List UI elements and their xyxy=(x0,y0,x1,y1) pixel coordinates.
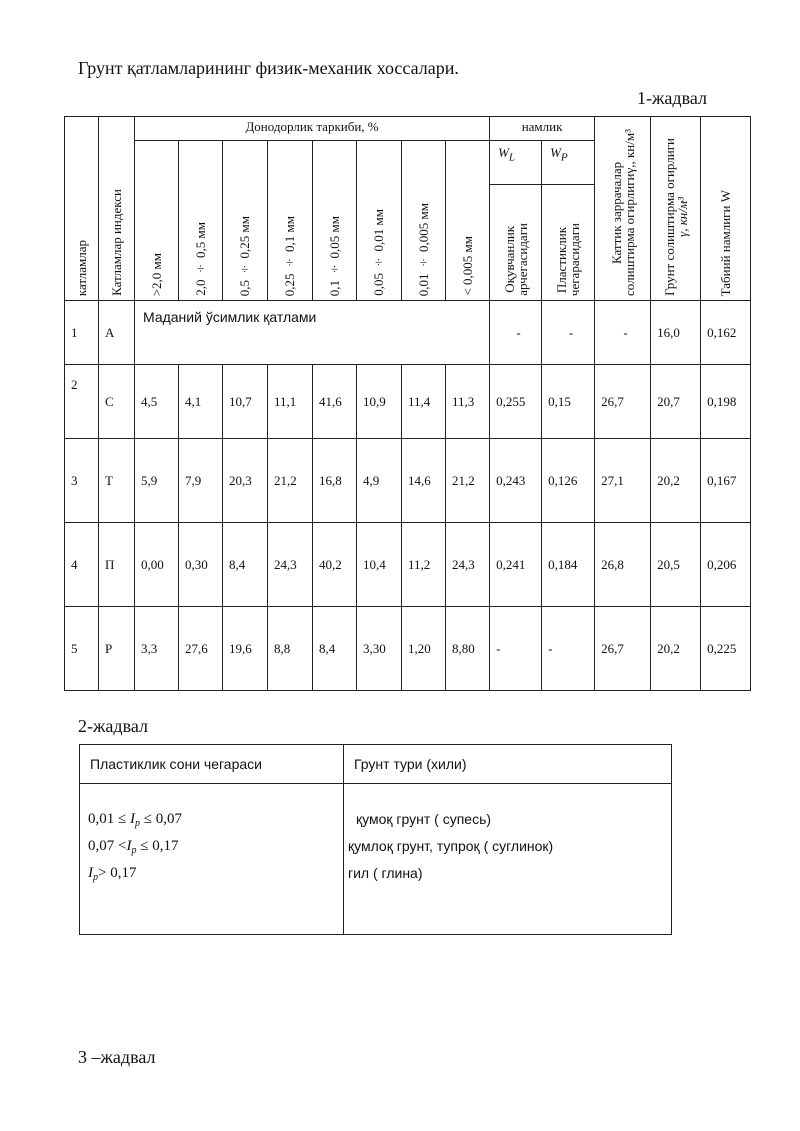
cell: 26,7 xyxy=(595,607,651,691)
cell: 0,241 xyxy=(490,523,542,607)
soil-type-loam: қумлоқ грунт, тупроқ ( суглинок) xyxy=(348,838,554,854)
range-sandy-loam: $0,01 \le I_p \le 0,07$ xyxy=(88,811,182,829)
cell: 1 xyxy=(65,301,99,365)
cell: 11,4 xyxy=(402,365,446,439)
cell: 10,9 xyxy=(357,365,402,439)
table-row xyxy=(65,365,751,439)
cell: С xyxy=(99,365,135,439)
header-wp-symbol: $W_P$ xyxy=(542,141,595,185)
cell: 3 xyxy=(65,439,99,523)
header-grain-col: >2,0 мм xyxy=(135,141,179,301)
cell: 19,6 xyxy=(223,607,268,691)
cell: 21,2 xyxy=(446,439,490,523)
header-grain-col: 0,1 ÷ 0,05 мм xyxy=(313,141,357,301)
cell: 4,5 xyxy=(135,365,179,439)
cell: 0,162 xyxy=(701,301,751,365)
cell: 0,198 xyxy=(701,365,751,439)
header-grain-col: 0,01 ÷ 0,005 мм xyxy=(402,141,446,301)
cell: 24,3 xyxy=(268,523,313,607)
cell: 0,255 xyxy=(490,365,542,439)
header-soil-density: Грунт солиштирма огирлиги γ, кн/м³ xyxy=(651,117,701,301)
cell: 0,167 xyxy=(701,439,751,523)
table-row xyxy=(65,523,751,607)
header-natural-moisture: Табиий намлиги W xyxy=(701,117,751,301)
table-row xyxy=(65,439,751,523)
cell: 2 xyxy=(65,365,99,439)
cell: 20,2 xyxy=(651,439,701,523)
cell: 20,3 xyxy=(223,439,268,523)
header-moisture: намлик xyxy=(490,117,595,141)
cell: - xyxy=(542,607,595,691)
cell: 20,5 xyxy=(651,523,701,607)
header-particle-density: Каттик заррачалар солиштирма огирлигиγ,, кн/м³ xyxy=(595,117,651,301)
header-index: Катламлар индекси xyxy=(99,117,135,301)
cell: 10,4 xyxy=(357,523,402,607)
cell: 0,225 xyxy=(701,607,751,691)
cell: 5,9 xyxy=(135,439,179,523)
header-grain-col: < 0,005 мм xyxy=(446,141,490,301)
cell: 4 xyxy=(65,523,99,607)
cell: 16,0 xyxy=(651,301,701,365)
cell: 0,30 xyxy=(179,523,223,607)
header-wl-symbol: $W_L$ xyxy=(490,141,542,185)
cell: 0,206 xyxy=(701,523,751,607)
cell: 20,7 xyxy=(651,365,701,439)
header-grain-col: 0,25 ÷ 0,1 мм xyxy=(268,141,313,301)
cell: 4,1 xyxy=(179,365,223,439)
cell: 8,4 xyxy=(313,607,357,691)
cell: Р xyxy=(99,607,135,691)
range-clay: $I_p> 0,17$ xyxy=(88,865,137,883)
cell: 21,2 xyxy=(268,439,313,523)
cell: 1,20 xyxy=(402,607,446,691)
cell: 8,80 xyxy=(446,607,490,691)
header-grain-col: 0,05 ÷ 0,01 мм xyxy=(357,141,402,301)
range-loam: $0,07 <I_p \le 0,17$ xyxy=(88,838,179,856)
cell: 0,126 xyxy=(542,439,595,523)
cell: 11,2 xyxy=(402,523,446,607)
header-wl-text: Оқувчанлик арчегасидаги xyxy=(490,185,542,301)
cell: - xyxy=(490,607,542,691)
header-plasticity-limit: Пластиклик сони чегараси xyxy=(80,745,344,784)
cell-note: Маданий ўсимлик қатлами xyxy=(135,301,490,365)
header-grain-col: 0,5 ÷ 0,25 мм xyxy=(223,141,268,301)
cell: 10,7 xyxy=(223,365,268,439)
cell: Т xyxy=(99,439,135,523)
cell: 27,1 xyxy=(595,439,651,523)
header-grain-composition: Донодорлик таркиби, % xyxy=(135,117,490,141)
table3-label: 3 –жадвал xyxy=(78,1047,156,1067)
cell: А xyxy=(99,301,135,365)
soil-type-clay: гил ( глина) xyxy=(348,865,423,881)
cell: 3,3 xyxy=(135,607,179,691)
cell: 24,3 xyxy=(446,523,490,607)
cell: 0,15 xyxy=(542,365,595,439)
header-layers: катламлар xyxy=(65,117,99,301)
cell: 0,243 xyxy=(490,439,542,523)
soil-properties-table xyxy=(64,116,751,691)
cell: 8,8 xyxy=(268,607,313,691)
cell: 14,6 xyxy=(402,439,446,523)
soil-types xyxy=(344,784,672,935)
cell: 20,2 xyxy=(651,607,701,691)
table1-label: 1-жадвал xyxy=(637,88,707,108)
plasticity-ranges xyxy=(80,784,344,935)
cell: 16,8 xyxy=(313,439,357,523)
cell: 8,4 xyxy=(223,523,268,607)
cell: 26,7 xyxy=(595,365,651,439)
cell: 27,6 xyxy=(179,607,223,691)
soil-type-sandy-loam: қумоқ грунт ( супесь) xyxy=(356,811,492,827)
cell: 11,3 xyxy=(446,365,490,439)
cell: - xyxy=(542,301,595,365)
cell: 5 xyxy=(65,607,99,691)
cell: 0,00 xyxy=(135,523,179,607)
cell: 11,1 xyxy=(268,365,313,439)
plasticity-table xyxy=(79,744,672,935)
cell: - xyxy=(490,301,542,365)
header-soil-type: Грунт тури (хили) xyxy=(344,745,672,784)
cell: 7,9 xyxy=(179,439,223,523)
header-grain-col: 2,0 ÷ 0,5 мм xyxy=(179,141,223,301)
document-title: Грунт қатламларининг физик-механик хоссалари. xyxy=(78,58,459,78)
cell: - xyxy=(595,301,651,365)
cell: 41,6 xyxy=(313,365,357,439)
cell: 0,184 xyxy=(542,523,595,607)
cell: 40,2 xyxy=(313,523,357,607)
table-row xyxy=(65,607,751,691)
cell: П xyxy=(99,523,135,607)
header-wp-text: Пластиклик чегарасидаги xyxy=(542,185,595,301)
cell: 4,9 xyxy=(357,439,402,523)
cell: 3,30 xyxy=(357,607,402,691)
table2-label: 2-жадвал xyxy=(78,716,148,736)
cell: 26,8 xyxy=(595,523,651,607)
table-row xyxy=(65,301,751,365)
